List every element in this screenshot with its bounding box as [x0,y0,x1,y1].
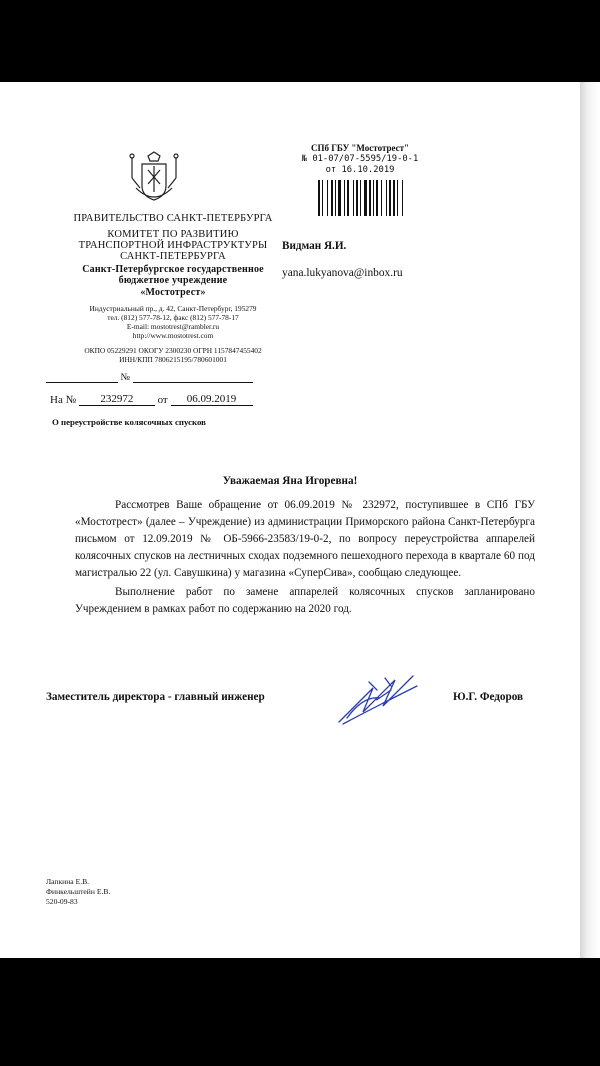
institution-line-3: «Мостотрест» [140,287,206,298]
outgoing-number-line [46,370,260,383]
signer-name: Ю.Г. Федоров [453,691,524,703]
executor-1: Лапкина Е.В. [46,877,90,886]
executor-phone: 520-09-83 [46,897,78,906]
codes-line-2: ИНН/КПП 7806215195/780601001 [119,355,227,364]
institution-line-2: бюджетное учреждение [118,275,228,286]
stamp-org: СПб ГБУ "Мостотрест" [310,143,410,153]
reply-number: 232972 [79,393,155,406]
codes-line-1: ОКПО 05229291 ОКОГУ 2300230 ОГРН 1157847455402 [84,346,262,355]
stamp-number: № 01-07/07-5595/19-0-1 [301,154,419,164]
paragraph-1: Рассмотрев Ваше обращение от 06.09.2019 № 232972, поступившее в СПб ГБУ «Мостотрест» (далее – Учреждение) из администрации Приморского района Санкт-Петербурга письмом от 12.09.2019 № ОБ-5966-23583/19-0-2, по вопросу переустройства аппарелей колясочных спусков на лестничных сходах подземного пешеходного перехода в квартале 60 под магистралью 22 (ул. Савушкина) у магазина «СуперСива», сообщаю следующее. [75,499,535,579]
number-label: № [120,372,131,383]
phone-line: тел. (812) 577-78-12, факс (812) 577-78-17 [107,313,239,322]
barcode-icon [318,180,422,216]
letter-subject: О переустройстве колясочных спусков [52,417,206,427]
email-line: E-mail: mostotrest@rambler.ru [126,322,220,331]
website-line: http://www.mostotrest.com [132,331,214,340]
committee-line-3: САНКТ-ПЕТЕРБУРГА [120,251,226,262]
recipient-email: yana.lukyanova@inbox.ru [282,267,403,279]
address-line-1: Индустриальный пр., д. 42, Санкт-Петербург, 195279 [89,304,257,313]
registration-stamp [300,143,420,176]
page-edge [580,82,600,958]
greeting: Уважаемая Яна Игоревна! [222,475,358,487]
from-label: от [157,394,168,406]
committee-line-2: ТРАНСПОРТНОЙ ИНФРАСТРУКТУРЫ [78,240,268,251]
institution-line-1: Санкт-Петербургское государственное [82,264,264,275]
reply-label: На № [50,394,77,406]
recipient-name: Видман Я.И. [282,240,347,252]
executors-block [46,877,110,907]
government-name: ПРАВИТЕЛЬСТВО САНКТ-ПЕТЕРБУРГА [73,213,273,224]
letter-body [75,497,535,618]
stamp-date: от 16.10.2019 [325,165,395,175]
reply-reference-line [50,393,310,406]
executor-2: Финкельштейн Е.В. [46,887,111,896]
handwritten-signature-icon [333,668,423,728]
committee-line-1: КОМИТЕТ ПО РАЗВИТИЮ [107,229,239,240]
reply-date: 06.09.2019 [171,393,253,406]
coat-of-arms-icon [128,150,180,210]
paragraph-2: Выполнение работ по замене аппарелей колясочных спусков запланировано Учреждением в рамках работ по содержанию на 2020 год. [75,586,535,615]
signer-title: Заместитель директора - главный инженер [46,691,265,703]
